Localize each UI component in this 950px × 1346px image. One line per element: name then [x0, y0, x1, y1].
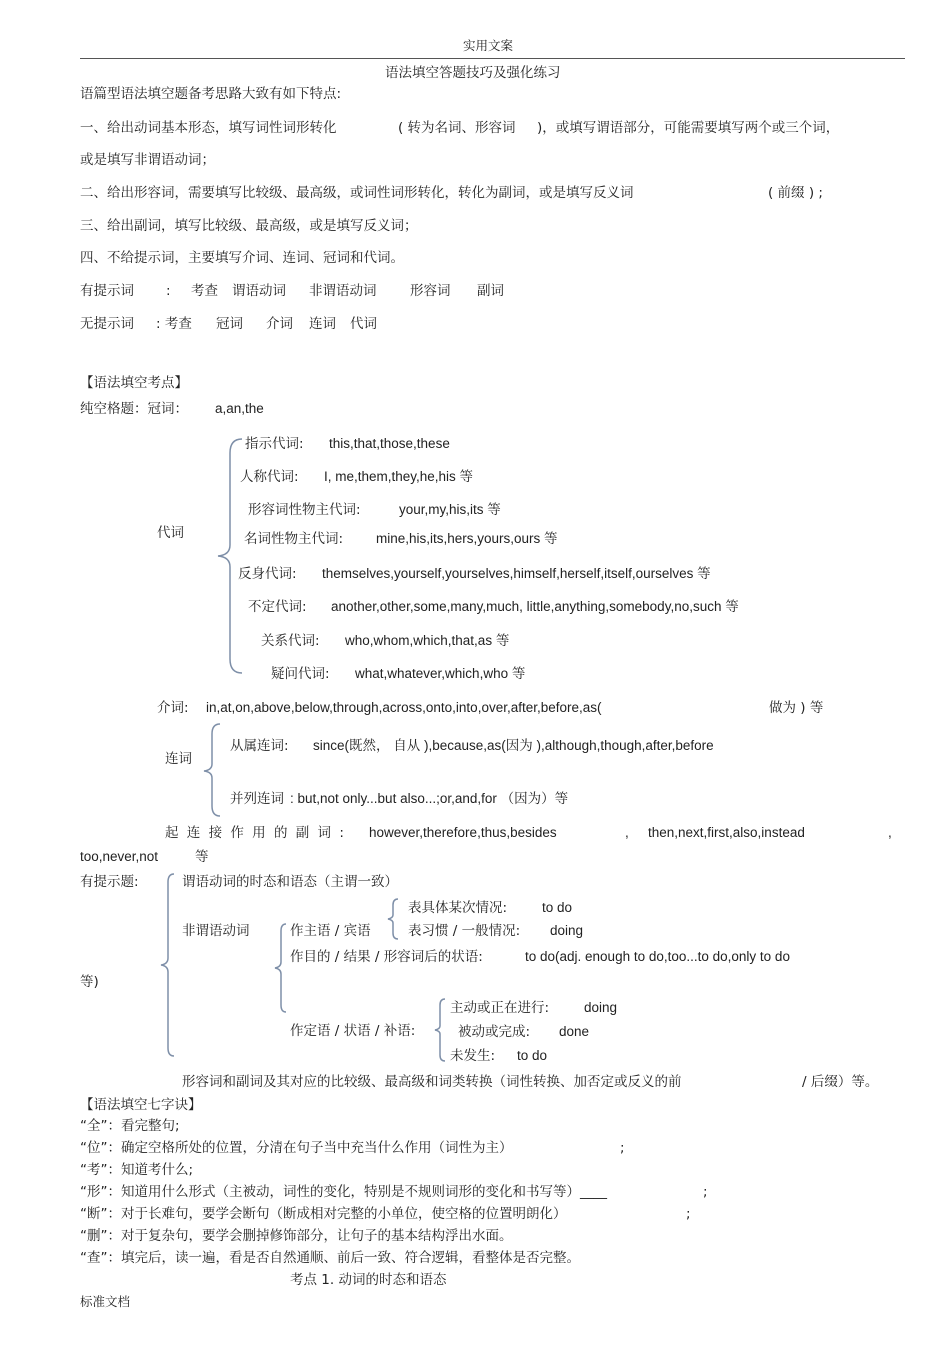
kaodian-heading: 【语法填空考点】	[80, 375, 188, 391]
pronoun-label-6: 关系代词:	[261, 633, 320, 649]
point-1a: 一、给出动词基本形态，填写词性词形转化	[80, 120, 337, 136]
passive-value: done	[559, 1024, 590, 1039]
nohint-item: 冠词	[216, 316, 243, 332]
page-footer: 标准文档	[80, 1294, 131, 1309]
nonfinite-brace	[272, 922, 292, 1014]
adv-value-3: too,never,not	[80, 849, 159, 864]
specific-label: 表具体某次情况:	[408, 900, 508, 916]
seven-line-xing: “形”：知道用什么形式（主被动，词性的变化，特别是不规则词形的变化和书写等）____	[80, 1184, 607, 1200]
pronoun-label-3: 名词性物主代词:	[244, 531, 344, 547]
pronoun-label-1: 人称代词:	[240, 469, 299, 485]
seven-line-shan: “删”：对于复杂句，要学会删掉修饰部分，让句子的基本结构浮出水面。	[80, 1228, 513, 1244]
hint-item: 考查	[191, 283, 218, 299]
pronoun-value-4: themselves,yourself,yourselves,himself,herself,itself,ourselves 等	[322, 566, 711, 581]
pronoun-value-3: mine,his,its,hers,yours,ours 等	[376, 531, 558, 546]
point-1c: )，或填写谓语部分，可能需要填写两个或三个词，	[537, 120, 840, 136]
subj-obj-brace	[385, 897, 403, 941]
pronoun-label-7: 疑问代词:	[271, 666, 330, 682]
hinted-brace	[158, 872, 180, 1058]
adv-label: 起 连 接 作 用 的 副 词 :	[165, 825, 346, 841]
seven-line-quan: “全”：看完整句;	[80, 1118, 180, 1134]
header-rule	[80, 58, 905, 59]
hint-label: 有提示词	[80, 283, 134, 299]
pure-value: a,an,the	[215, 401, 264, 416]
pronoun-value-7: what,whatever,which,who 等	[355, 666, 526, 681]
intro-line: 语篇型语法填空题备考思路大致有如下特点:	[80, 86, 342, 102]
pure-label: 纯空格题：冠词：	[80, 401, 188, 417]
prep-tail: 做为 ) 等	[769, 700, 824, 716]
pronoun-label: 代词	[157, 525, 184, 541]
adverbial-value: to do(adj. enough to do,too...to do,only to do	[525, 949, 790, 964]
hint-colon: :	[166, 283, 171, 299]
passive-label: 被动或完成:	[458, 1024, 531, 1040]
conj-sub-value: since(既然， 自从 ),because,as(因为 ),although,though,after,before	[313, 738, 714, 753]
prep-value: in,at,on,above,below,through,across,onto,into,over,after,before,as(	[206, 700, 602, 715]
adv-comma-2: ,	[888, 825, 892, 840]
kaodian-1-title: 考点 1. 动词的时态和语态	[290, 1272, 447, 1288]
conj-co-label: 并列连词	[230, 791, 284, 807]
adj-tail: / 后缀）等。	[802, 1074, 879, 1090]
hint-item: 非谓语动词	[309, 283, 377, 299]
pronoun-value-1: I, me,them,they,he,his 等	[324, 469, 474, 484]
point-2a: 二、给出形容词，需要填写比较级、最高级，或词性词形转化，转化为副词，或是填写反义词	[80, 185, 634, 201]
pronoun-value-0: this,that,those,these	[329, 436, 450, 451]
future-label: 未发生:	[450, 1048, 496, 1064]
seven-line-cha: “查”：填完后，读一遍，看是否自然通顺、前后一致、符合逻辑，看整体是否完整。	[80, 1250, 580, 1266]
hint-item: 形容词	[410, 283, 451, 299]
point-3: 三、给出副词，填写比较级、最高级，或是填写反义词；	[80, 218, 418, 234]
adverbial-deng: 等)	[80, 974, 99, 990]
future-value: to do	[517, 1048, 548, 1063]
conj-co-value: : but,not only...but also...;or,and,for （因为）等	[290, 791, 569, 806]
adv-tail: 等	[195, 849, 209, 865]
pronoun-label-0: 指示代词:	[245, 436, 304, 452]
attr-brace	[432, 997, 450, 1063]
specific-value: to do	[542, 900, 573, 915]
active-label: 主动或正在进行:	[450, 1000, 550, 1016]
page-title: 语法填空答题技巧及强化练习	[385, 65, 561, 81]
seven-line-kao: “考”：知道考什么;	[80, 1162, 194, 1178]
nohint-label: 无提示词	[80, 316, 134, 332]
pronoun-value-5: another,other,some,many,much, little,anything,somebody,no,such 等	[331, 599, 739, 614]
conj-label: 连词	[165, 751, 192, 767]
point-1d: 或是填写非谓语动词；	[80, 152, 215, 168]
adv-value-2: then,next,first,also,instead	[648, 825, 805, 840]
pronoun-label-5: 不定代词:	[248, 599, 307, 615]
predicate-line: 谓语动词的时态和语态（主谓一致）	[182, 874, 398, 890]
pronoun-value-2: your,my,his,its 等	[399, 502, 501, 517]
adv-value-1: however,therefore,thus,besides	[369, 825, 557, 840]
seven-line-wei: “位”：确定空格所处的位置，分清在句子当中充当什么作用（词性为主）	[80, 1140, 513, 1156]
hint-item: 副词	[477, 283, 504, 299]
attr-label: 作定语 / 状语 / 补语:	[290, 1023, 416, 1039]
conj-sub-label: 从属连词:	[230, 738, 289, 754]
nohint-item: 代词	[350, 316, 377, 332]
nohint-item: 连词	[309, 316, 336, 332]
point-1b: ( 转为名词、形容词	[398, 120, 516, 136]
seven-semicolon: ;	[620, 1140, 625, 1156]
point-4: 四、不给提示词，主要填写介词、连词、冠词和代词。	[80, 250, 404, 266]
hinted-label: 有提示题:	[80, 874, 139, 890]
point-2b: ( 前缀 ) ;	[768, 185, 823, 201]
pronoun-value-6: who,whom,which,that,as 等	[345, 633, 510, 648]
seven-semicolon: ;	[686, 1206, 691, 1222]
seven-line-duan: “断”：对于长难句，要学会断句（断成相对完整的小单位，使空格的位置明朗化）	[80, 1206, 567, 1222]
seven-heading: 【语法填空七字诀】	[80, 1097, 202, 1113]
conj-brace	[200, 722, 224, 818]
prep-label: 介词:	[157, 700, 189, 716]
subj-obj-label: 作主语 / 宾语	[290, 923, 371, 939]
adv-comma: ,	[625, 825, 629, 840]
adverbial-label: 作目的 / 结果 / 形容词后的状语:	[290, 949, 483, 965]
active-value: doing	[584, 1000, 618, 1015]
habit-label: 表习惯 / 一般情况:	[408, 923, 521, 939]
pronoun-label-2: 形容词性物主代词:	[248, 502, 361, 518]
nonfinite-label: 非谓语动词	[182, 923, 250, 939]
hint-item: 谓语动词	[232, 283, 286, 299]
pronoun-label-4: 反身代词:	[238, 566, 297, 582]
seven-semicolon: ;	[703, 1184, 708, 1200]
page-header: 实用文案	[463, 38, 514, 53]
nohint-item: : 考查	[156, 316, 192, 332]
nohint-item: 介词	[266, 316, 293, 332]
habit-value: doing	[550, 923, 584, 938]
adj-line: 形容词和副词及其对应的比较级、最高级和词类转换（词性转换、加否定或反义的前	[182, 1074, 682, 1090]
